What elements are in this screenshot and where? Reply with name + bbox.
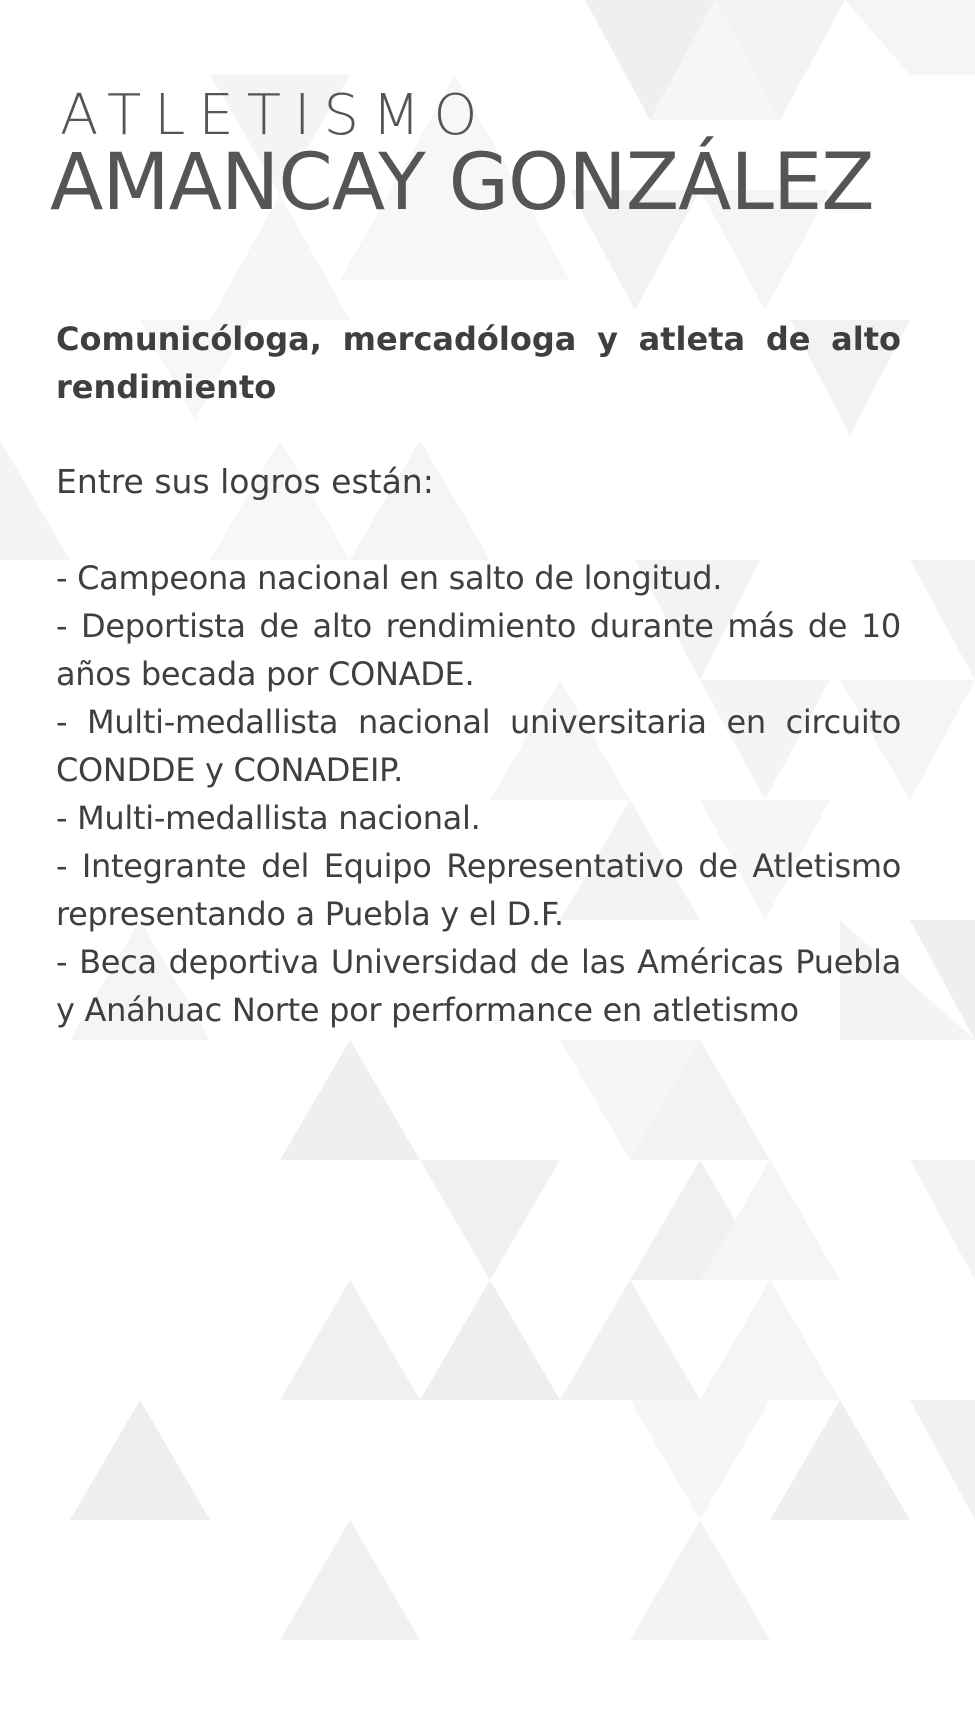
achievement-item: - Multi-medallista nacional universitaria en circuito CONDDE y CONADEIP. <box>56 703 901 789</box>
achievement-item: - Integrante del Equipo Representativo de Atletismo representando a Puebla y el D.F. <box>56 847 901 933</box>
category-heading: ATLETISMO <box>60 83 491 148</box>
achievement-item: - Deportista de alto rendimiento durante más de 10 años becada por CONADE. <box>56 607 901 693</box>
profile-subtitle: Comunicóloga, mercadóloga y atleta de alto rendimiento <box>56 320 901 406</box>
achievement-item: - Multi-medallista nacional. <box>56 799 481 837</box>
achievements-list <box>56 554 901 1034</box>
achievement-item: - Beca deportiva Universidad de las Américas Puebla y Anáhuac Norte por performance en atletismo <box>56 943 901 1029</box>
achievements-intro: Entre sus logros están: <box>56 462 434 501</box>
athlete-name: AMANCAY GONZÁLEZ <box>50 138 874 228</box>
achievement-item: - Campeona nacional en salto de longitud. <box>56 559 723 597</box>
